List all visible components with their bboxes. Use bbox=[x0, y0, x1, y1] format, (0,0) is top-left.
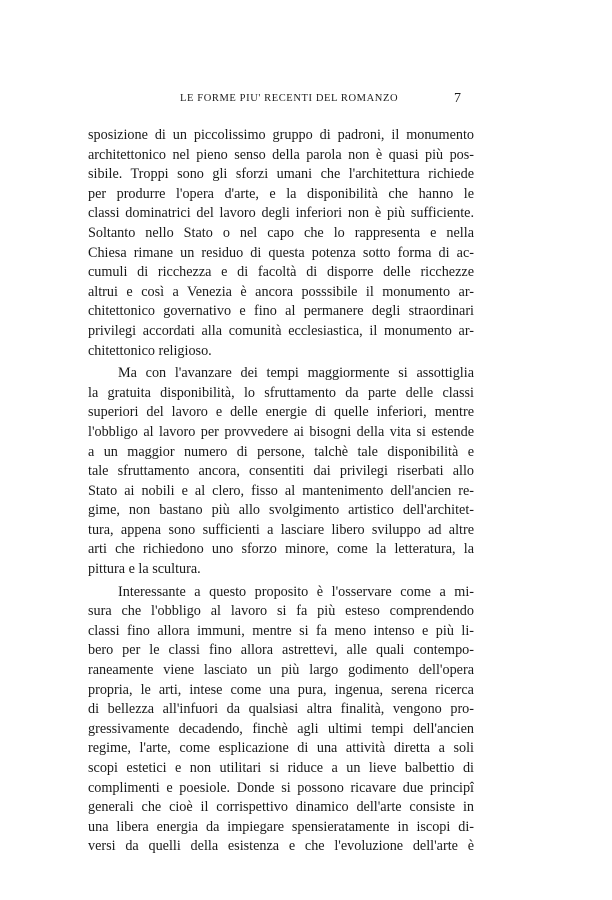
text-line: la gratuita disponibilità, lo sfruttamento da parte delle classi bbox=[88, 384, 474, 401]
text-line: sibile. Troppi sono gli sforzi umani che l'architettura richiede bbox=[88, 166, 474, 183]
text-line: classi fino allora immuni, mentre si fa meno intenso e più li- bbox=[88, 622, 474, 639]
text-line: pittura e la scultura. bbox=[88, 561, 201, 578]
text-line: tura, appena sono sufficienti a lasciare libero sviluppo ad altre bbox=[88, 521, 474, 538]
text-line: chitettonico religioso. bbox=[88, 342, 212, 359]
text-line: scopi estetici e non utilitari si riduce a un lieve balbettio di bbox=[88, 760, 474, 776]
text-line: Soltanto nello Stato o nel capo che lo rappresenta e nella bbox=[88, 224, 474, 241]
text-line: architettonico nel pieno senso della parola non è quasi più pos- bbox=[88, 146, 474, 163]
text-line: arti che richiedono uno sforzo minore, come la letteratura, la bbox=[88, 541, 474, 558]
text-line: Interessante a questo proposito è l'osservare come a mi- bbox=[118, 583, 474, 600]
text-line: a un maggior numero di persone, talchè tale disponibilità e bbox=[88, 443, 474, 460]
text-line: l'obbligo al lavoro per provvedere ai bisogni della vita si estende bbox=[88, 423, 474, 440]
text-line: per produrre l'opera d'arte, e la disponibilità che hanno le bbox=[88, 185, 474, 202]
paragraph bbox=[88, 364, 474, 580]
running-title: LE FORME PIU' RECENTI DEL ROMANZO bbox=[180, 93, 399, 104]
text-line: complimenti e poesiole. Donde si possono ricavare due principî bbox=[88, 779, 474, 796]
paragraph bbox=[88, 126, 474, 361]
text-line: altrui e così a Venezia è ancora posssibile il monumento ar- bbox=[88, 283, 474, 300]
text-line: propria, le arti, intese come una pura, ingenua, serena ricerca bbox=[88, 681, 474, 698]
paragraph bbox=[88, 583, 474, 857]
text-line: Stato ai nobili e al clero, fisso al mantenimento dell'ancien re- bbox=[88, 482, 474, 499]
page-number: 7 bbox=[454, 91, 461, 106]
text-line: una libera energia da impiegare spensieratamente in iscopi di- bbox=[88, 818, 474, 835]
text-line: Chiesa rimane un residuo di questa potenza sotto forma di ac- bbox=[88, 244, 474, 261]
text-line: privilegi accordati alla comunità ecclesiastica, il monumento ar- bbox=[88, 322, 474, 339]
text-line: cumuli di ricchezza e di facoltà di disporre delle ricchezze bbox=[88, 264, 474, 281]
text-line: raneamente viene lasciato un più largo godimento dell'opera bbox=[88, 662, 474, 679]
text-line: generali che cioè il corrispettivo dinamico dell'arte consiste in bbox=[88, 799, 474, 816]
text-line: classi dominatrici del lavoro degli inferiori non è più sufficiente. bbox=[88, 205, 474, 222]
text-line: sposizione di un piccolissimo gruppo di padroni, il monumento bbox=[88, 127, 474, 143]
text-line: gime, non bastano più allo svolgimento artistico dell'architet- bbox=[88, 502, 474, 519]
page-body bbox=[88, 126, 474, 857]
text-line: versi da quelli della esistenza e che l'evoluzione dell'arte è bbox=[88, 838, 474, 855]
page-header bbox=[88, 93, 473, 113]
text-line: regime, l'arte, come esplicazione di una attività diretta a soli bbox=[88, 740, 474, 757]
text-line: Ma con l'avanzare dei tempi maggiormente si assottiglia bbox=[118, 365, 474, 382]
text-line: di bellezza all'infuori da qualsiasi altra finalità, vengono pro- bbox=[88, 701, 474, 718]
text-line: bero per le classi fino allora astrettevi, alle quali contempo- bbox=[88, 642, 474, 659]
text-line: tale sfruttamento ancora, consentiti dai privilegi riserbati allo bbox=[88, 463, 474, 480]
text-line: sura che l'obbligo al lavoro si fa più esteso comprendendo bbox=[88, 603, 474, 620]
text-line: gressivamente decadendo, finchè agli ultimi tempi dell'ancien bbox=[88, 720, 474, 737]
text-line: chitettonico governativo e fino al permanere degli straordinari bbox=[88, 303, 474, 320]
text-line: superiori del lavoro e delle energie di quelle inferiori, mentre bbox=[88, 404, 474, 421]
